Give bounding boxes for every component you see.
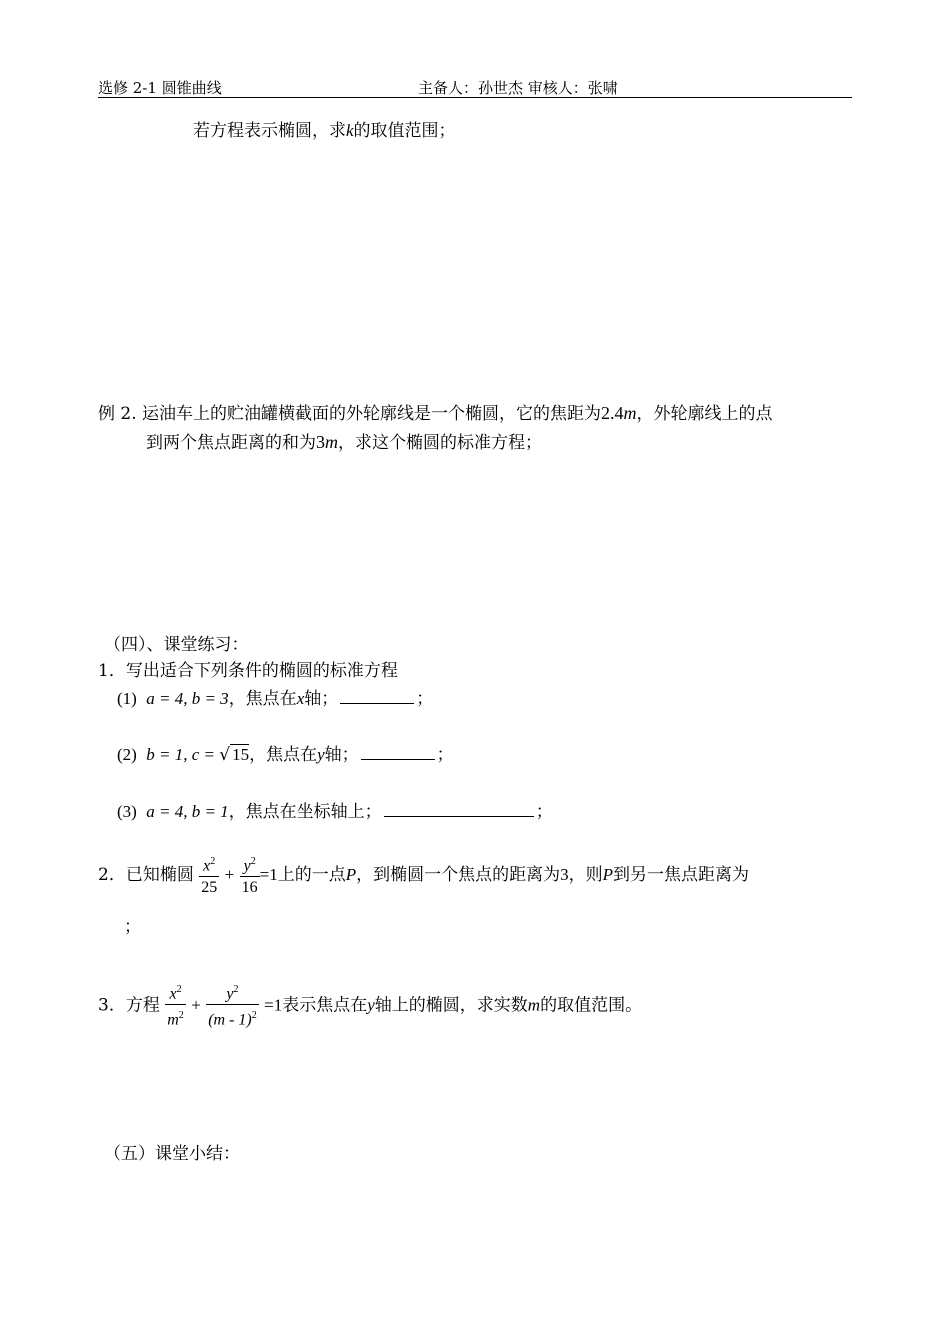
answer-blank[interactable] xyxy=(340,702,414,704)
header-right: 主备人：孙世杰 审核人：张啸 xyxy=(418,79,618,97)
header-left: 选修 2-1 圆锥曲线 xyxy=(98,79,222,97)
example2-label: 例 2. xyxy=(98,404,137,424)
example2-line2: 到两个焦点距离的和为3m，求这个椭圆的标准方程； xyxy=(146,432,542,453)
section5-title: （五）课堂小结： xyxy=(104,1144,240,1164)
answer-blank[interactable] xyxy=(384,815,534,817)
fraction-x2-25: $\frac{x^2}{25}$ xyxy=(199,852,219,899)
fraction-y2-16: $\frac{y^2}{16}$ xyxy=(240,852,260,899)
q2-end: ； xyxy=(124,917,141,937)
sqrt-sign: √ xyxy=(219,745,231,765)
var-k: k xyxy=(346,121,354,140)
fraction-y2-m-minus-1-squared: $\frac{y^2}{(m - 1)^2}$ xyxy=(206,980,259,1032)
q1-title: 1．写出适合下列条件的椭圆的标准方程 xyxy=(98,661,398,681)
question-k-range: 若方程表示椭圆，求k的取值范围； xyxy=(193,121,456,141)
q1-item-3: (3) a = 4, b = 1，焦点在坐标轴上； ； xyxy=(117,802,553,822)
example2-line1: 例 2. 运油车上的贮油罐横截面的外轮廓线是一个椭圆，它的焦距为2.4m，外轮廓线上的点 xyxy=(98,403,773,424)
fraction-x2-m2: $\frac{x^2}{m^2}$ xyxy=(165,980,186,1032)
q1-item-2: (2) b = 1, c = √ 15，焦点在y轴； ； xyxy=(117,745,454,765)
q1-item-1: (1) a = 4, b = 3，焦点在x轴； ； xyxy=(117,689,434,709)
header-rule xyxy=(98,97,852,98)
section4-title: （四）、课堂练习： xyxy=(104,635,249,655)
answer-blank[interactable] xyxy=(361,758,435,760)
q2-line: 2．已知椭圆 $\frac{x^2}{25}$ + $\frac{y^2}{16}$ =1上的一点P，到椭圆一个焦点的距离为3，则P到另一焦点距离为 xyxy=(98,852,749,899)
q3-line: 3．方程 $\frac{x^2}{m^2}$ + $\frac{y^2}{(m - 1)^2}$ =1表示焦点在y轴上的椭圆，求实数m的取值范围。 xyxy=(98,980,642,1032)
